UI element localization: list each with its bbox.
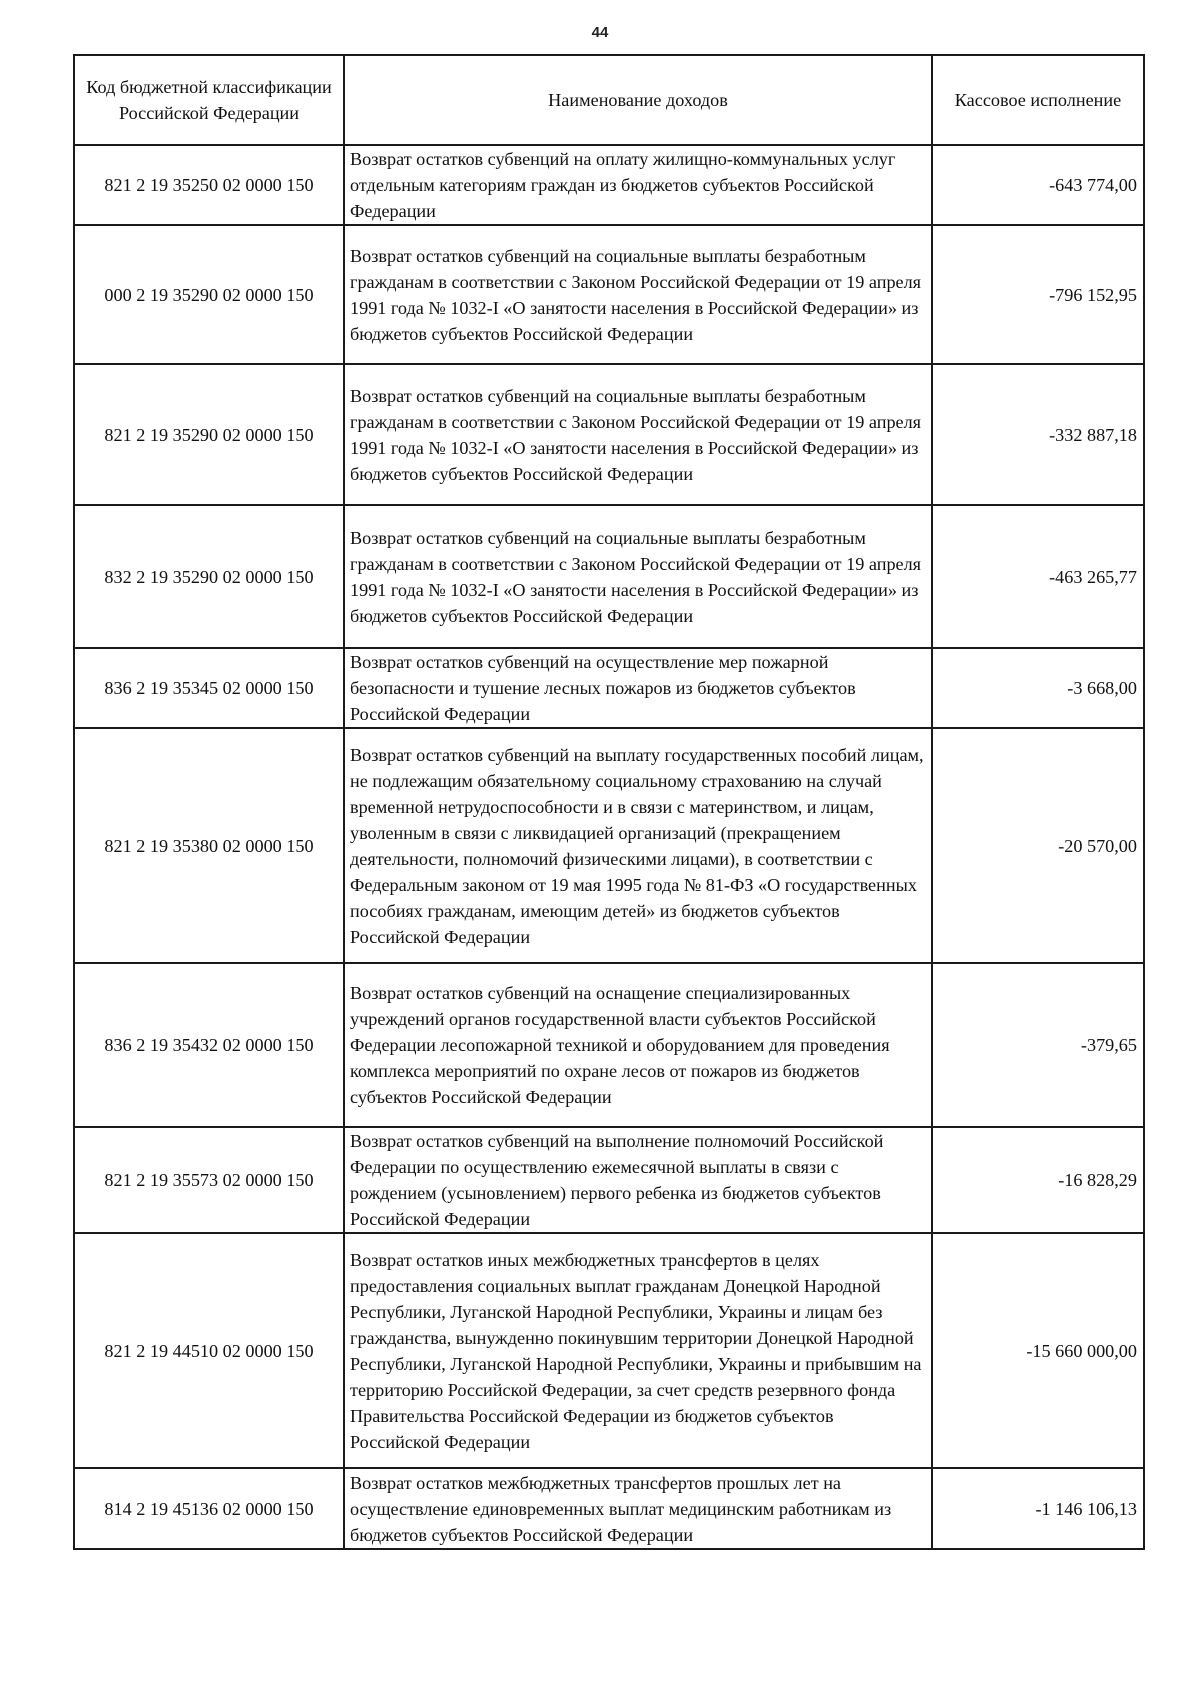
budget-code-cell: 821 2 19 35573 02 0000 150 [74, 1127, 344, 1233]
revenue-name-cell: Возврат остатков иных межбюджетных трансфертов в целях предоставления социальных выплат гражданам Донецкой Народной Республики, Луганской Народной Республики, Украины и лицам без гражданства, вынужденно покинувшим территории Донецкой Народной Республики, Луганской Народной Республики, Украины и прибывшим на территорию Российской Федерации, за счет средств резервного фонда Правительства Российской Федерации из бюджетов субъектов Российской Федерации [344, 1233, 932, 1468]
budget-code-cell: 832 2 19 35290 02 0000 150 [74, 505, 344, 648]
cash-execution-cell: -379,65 [932, 963, 1144, 1127]
cash-execution-cell: -1 146 106,13 [932, 1468, 1144, 1549]
budget-code-cell: 821 2 19 44510 02 0000 150 [74, 1233, 344, 1468]
table-row [74, 225, 1144, 364]
page-number: 44 [591, 24, 609, 41]
budget-code-cell: 821 2 19 35290 02 0000 150 [74, 364, 344, 505]
cash-execution-cell: -16 828,29 [932, 1127, 1144, 1233]
table-row [74, 145, 1144, 225]
cash-execution-cell: -643 774,00 [932, 145, 1144, 225]
revenue-name-cell: Возврат остатков субвенций на осуществление мер пожарной безопасности и тушение лесных пожаров из бюджетов субъектов Российской Федерации [344, 648, 932, 728]
table-row [74, 364, 1144, 505]
budget-code-cell: 814 2 19 45136 02 0000 150 [74, 1468, 344, 1549]
revenue-name-cell: Возврат остатков субвенций на выплату государственных пособий лицам, не подлежащим обязательному социальному страхованию на случай временной нетрудоспособности и в связи с материнством, и лицам, уволенным в связи с ликвидацией организаций (прекращением деятельности, полномочий физическими лицами), в соответствии с Федеральным законом от 19 мая 1995 года № 81-ФЗ «О государственных пособиях гражданам, имеющим детей» из бюджетов субъектов Российской Федерации [344, 728, 932, 963]
table-row [74, 648, 1144, 728]
header-code: Код бюджетной классификации Российской Федерации [74, 55, 344, 145]
header-name: Наименование доходов [344, 55, 932, 145]
revenue-name-cell: Возврат остатков субвенций на оплату жилищно-коммунальных услуг отдельным категориям граждан из бюджетов субъектов Российской Федерации [344, 145, 932, 225]
table-row [74, 1233, 1144, 1468]
revenue-name-cell: Возврат остатков субвенций на социальные выплаты безработным гражданам в соответствии с Законом Российской Федерации от 19 апреля 1991 года № 1032-I «О занятости населения в Российской Федерации» из бюджетов субъектов Российской Федерации [344, 364, 932, 505]
budget-code-cell: 821 2 19 35250 02 0000 150 [74, 145, 344, 225]
budget-revenue-table [73, 54, 1145, 1550]
revenue-name-cell: Возврат остатков субвенций на выполнение полномочий Российской Федерации по осуществлению ежемесячной выплаты в связи с рождением (усыновлением) первого ребенка из бюджетов субъектов Российской Федерации [344, 1127, 932, 1233]
cash-execution-cell: -15 660 000,00 [932, 1233, 1144, 1468]
budget-code-cell: 836 2 19 35432 02 0000 150 [74, 963, 344, 1127]
table-header-row [74, 55, 1144, 145]
cash-execution-cell: -796 152,95 [932, 225, 1144, 364]
revenue-name-cell: Возврат остатков субвенций на оснащение специализированных учреждений органов государственной власти субъектов Российской Федерации лесопожарной техникой и оборудованием для проведения комплекса мероприятий по охране лесов от пожаров из бюджетов субъектов Российской Федерации [344, 963, 932, 1127]
revenue-name-cell: Возврат остатков межбюджетных трансфертов прошлых лет на осуществление единовременных выплат медицинским работникам из бюджетов субъектов Российской Федерации [344, 1468, 932, 1549]
header-amount: Кассовое исполнение [932, 55, 1144, 145]
table-row [74, 963, 1144, 1127]
table-row [74, 728, 1144, 963]
budget-code-cell: 836 2 19 35345 02 0000 150 [74, 648, 344, 728]
table-row [74, 1127, 1144, 1233]
cash-execution-cell: -3 668,00 [932, 648, 1144, 728]
table-row [74, 1468, 1144, 1549]
budget-code-cell: 000 2 19 35290 02 0000 150 [74, 225, 344, 364]
revenue-name-cell: Возврат остатков субвенций на социальные выплаты безработным гражданам в соответствии с Законом Российской Федерации от 19 апреля 1991 года № 1032-I «О занятости населения в Российской Федерации» из бюджетов субъектов Российской Федерации [344, 505, 932, 648]
table-row [74, 505, 1144, 648]
revenue-name-cell: Возврат остатков субвенций на социальные выплаты безработным гражданам в соответствии с Законом Российской Федерации от 19 апреля 1991 года № 1032-I «О занятости населения в Российской Федерации» из бюджетов субъектов Российской Федерации [344, 225, 932, 364]
cash-execution-cell: -463 265,77 [932, 505, 1144, 648]
budget-code-cell: 821 2 19 35380 02 0000 150 [74, 728, 344, 963]
cash-execution-cell: -332 887,18 [932, 364, 1144, 505]
cash-execution-cell: -20 570,00 [932, 728, 1144, 963]
